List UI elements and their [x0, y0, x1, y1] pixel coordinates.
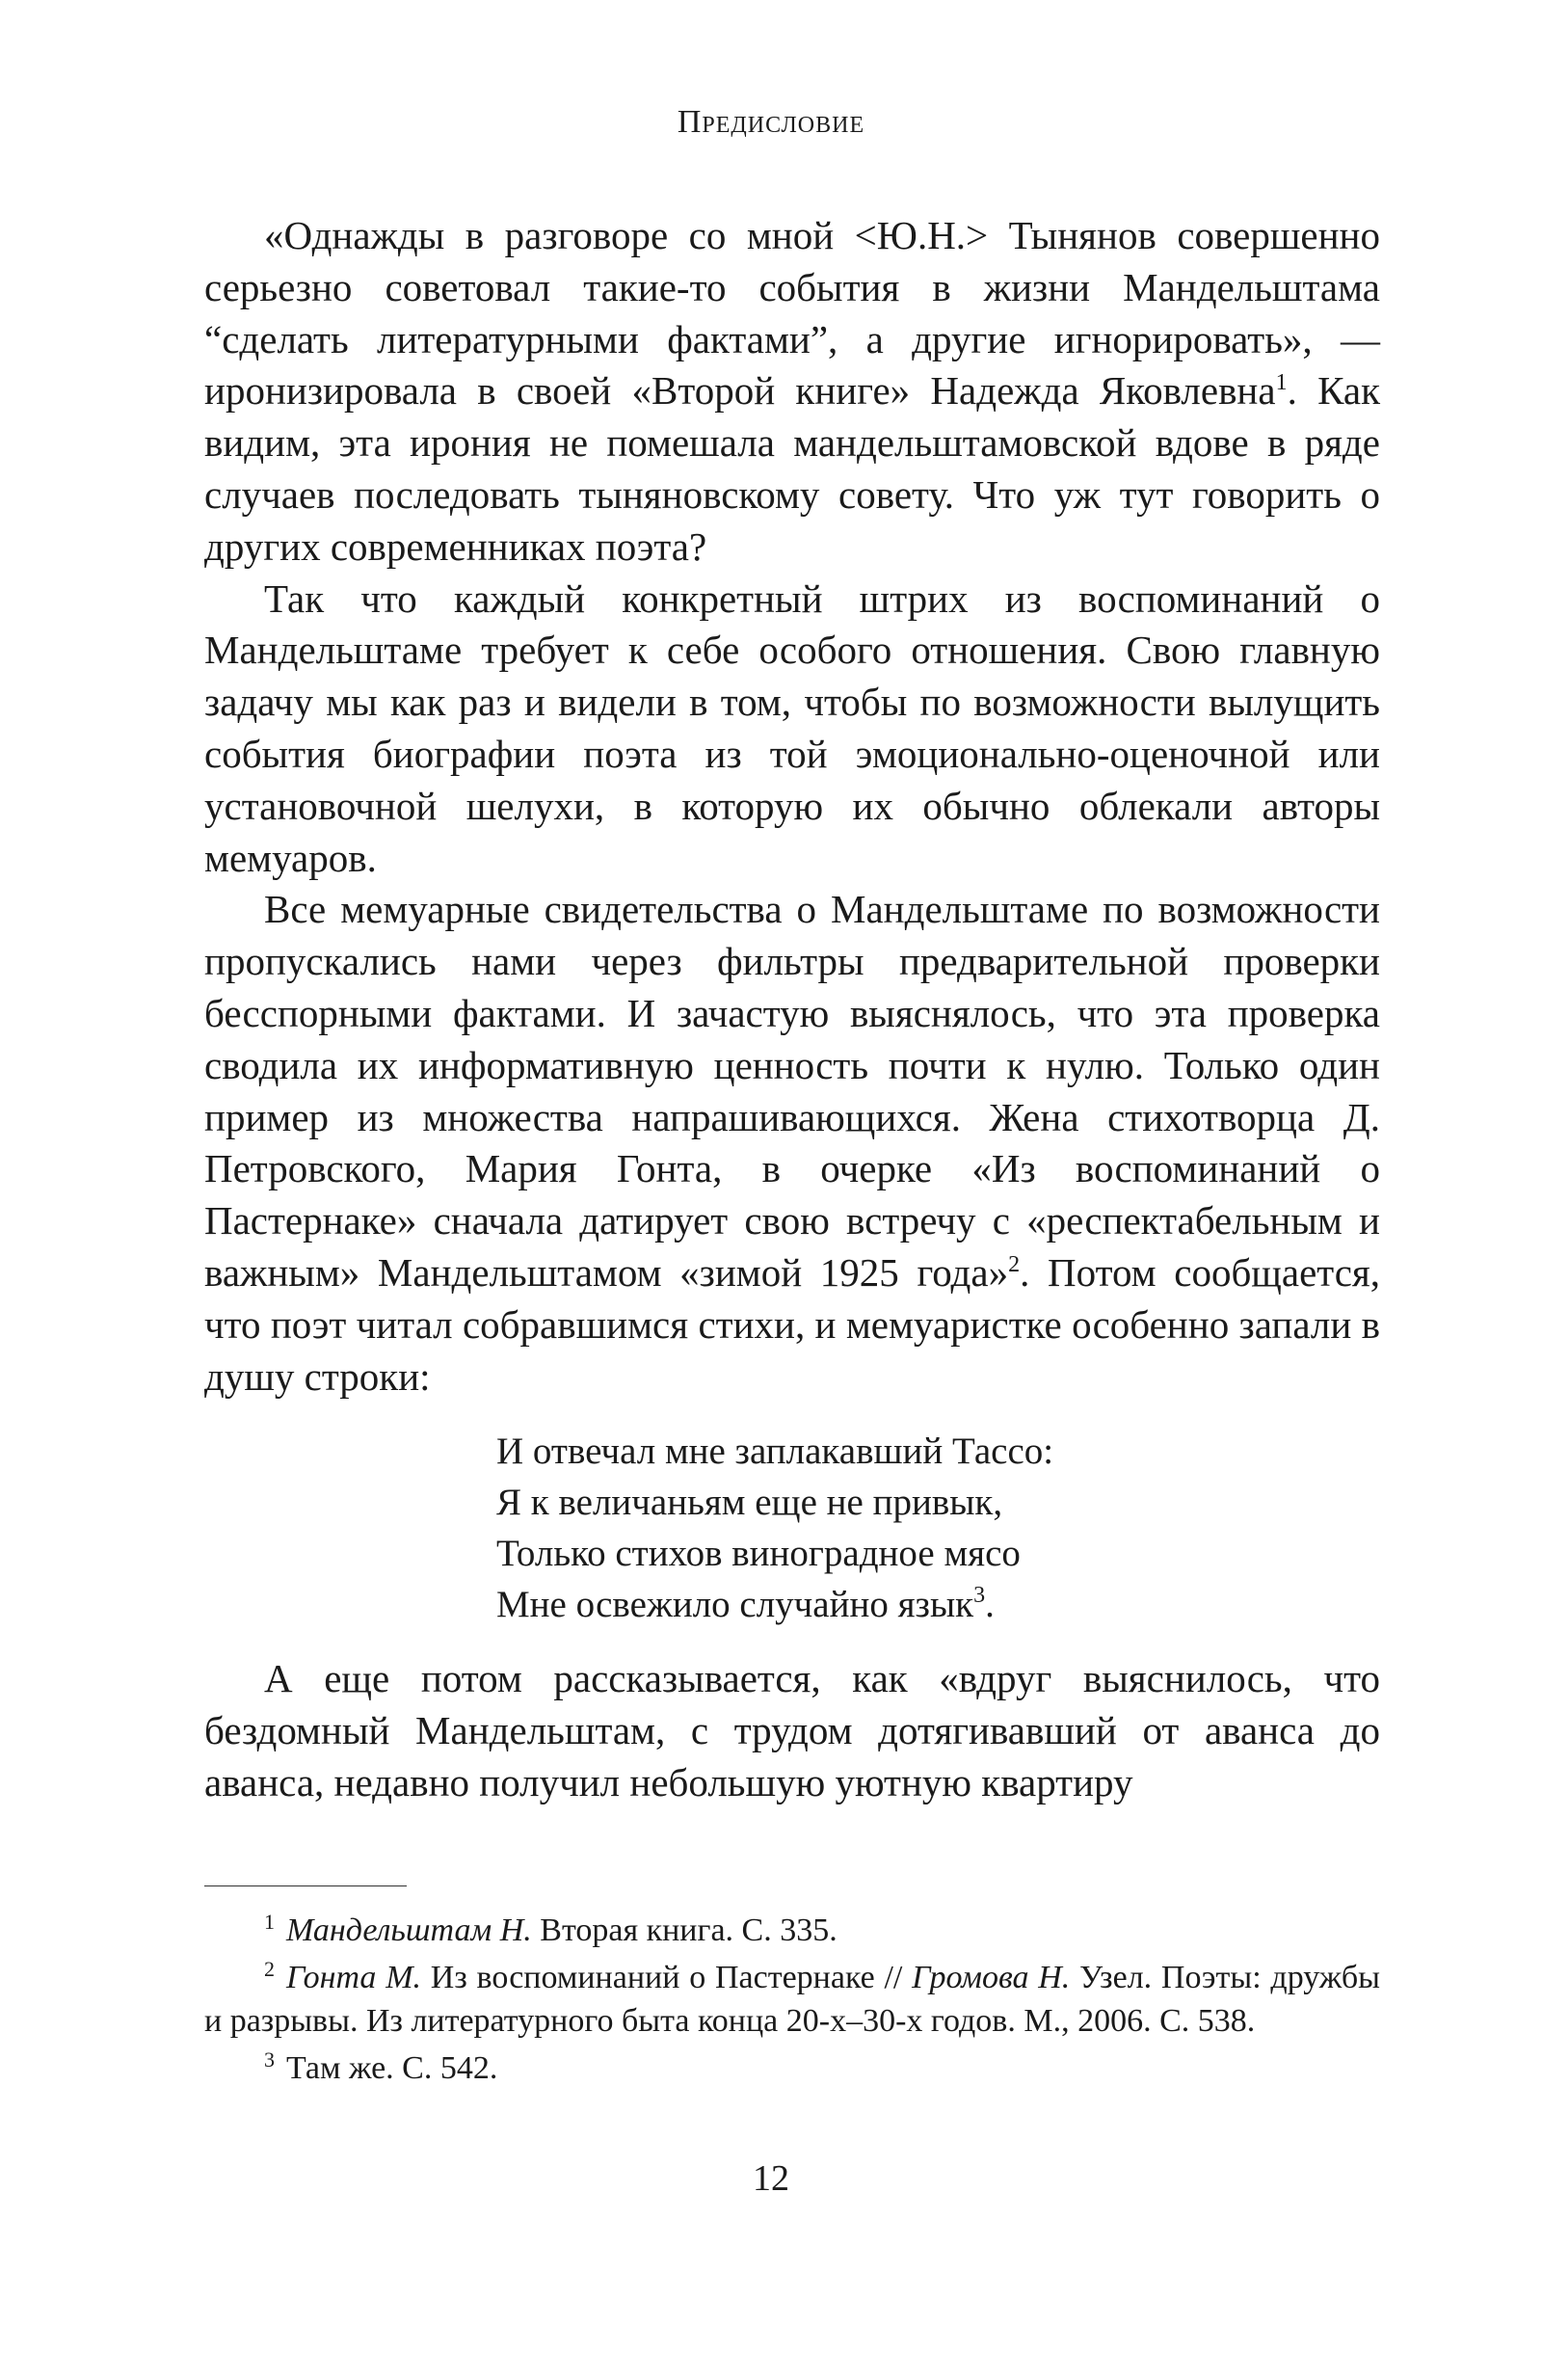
- footnote-2-text-b: Узел. Поэты: дружбы и разрывы. Из литературного быта конца 20-х–30-х годов. М., 2006. С. 538.: [204, 1959, 1380, 2039]
- footnote-ref-2[interactable]: 2: [1008, 1251, 1021, 1277]
- paragraph-2: Так что каждый конкретный штрих из воспоминаний о Мандельштаме требует к себе особого отношения. Свою главную задачу мы как раз и видели в том, чтобы по возможности вылущить события биографии поэта из той эмоционально-оценочной или установочной шелухи, в которую их обычно облекали авторы мемуаров.: [204, 575, 1380, 880]
- main-text: [204, 210, 1380, 1809]
- footnote-3: [204, 2046, 1380, 2091]
- footnote-2-author: Гонта М.: [286, 1959, 422, 1995]
- paragraph-3-text-a: Все мемуарные свидетельства о Мандельштаме по возможности пропускались нами через фильтры предварительной проверки бесспорными фактами. И зачастую выяснялось, что эта проверка сводила их информативную ценность почти к нулю. Только один пример из множества напрашивающихся. Жена стихотворца Д. Петровского, Мария Гонта, в очерке «Из воспоминаний о Пастернаке» сначала датирует свою встречу с «респектабельным и важным» Мандельштамом «зимой 1925 года»: [204, 887, 1380, 1295]
- verse-line-4-text: Мне освежило случайно язык: [496, 1584, 974, 1626]
- footnote-ref-1[interactable]: 1: [1275, 370, 1288, 396]
- footnote-1: [204, 1909, 1380, 1953]
- paragraph-3-text-b: . Потом сообщается, что поэт читал собравшимся стихи, и мемуаристке особенно запали в душу строки:: [204, 1249, 1380, 1399]
- verse-line-4: [496, 1579, 1380, 1630]
- footnote-3-text: Там же. С. 542.: [286, 2049, 498, 2086]
- footnote-ref-3[interactable]: 3: [973, 1583, 986, 1609]
- footnote-1-number: 1: [264, 1910, 275, 1934]
- verse-line-3: Только стихов виноградное мясо: [496, 1533, 1021, 1575]
- footnote-2: [204, 1956, 1380, 2044]
- verse-quote: [496, 1426, 1380, 1630]
- paragraph-3: [204, 884, 1380, 1403]
- verse-line-2: Я к величаньям еще не привык,: [496, 1482, 1003, 1524]
- footnote-3-number: 3: [264, 2046, 275, 2072]
- footnote-2-author-2: Громова Н.: [912, 1959, 1071, 1995]
- page-number: 12: [753, 2158, 789, 2199]
- running-title: Предисловие: [677, 104, 865, 140]
- footnote-2-text-a: Из воспоминаний о Пастернаке //: [421, 1959, 913, 1995]
- verse-line-1: И отвечал мне заплакавший Тассо:: [496, 1431, 1054, 1473]
- paragraph-4: А еще потом рассказывается, как «вдруг выяснилось, что бездомный Мандельштам, с трудом дотягивавший от аванса до аванса, недавно получил небольшую уютную квартиру: [204, 1656, 1380, 1805]
- footnote-2-number: 2: [264, 1956, 275, 1981]
- footnotes: [204, 1909, 1380, 2090]
- paragraph-1-text-a: «Однажды в разговоре со мной <Ю.Н.> Тынянов совершенно серьезно советовал такие-то события в жизни Мандельштама “сделать литературными фактами”, а другие игнорировать», — иронизировала в своей «Второй книге» Надежда Яковлевна: [204, 213, 1380, 414]
- verse-line-4-end: .: [985, 1584, 995, 1626]
- footnote-1-text: Вторая книга. С. 335.: [531, 1912, 837, 1948]
- footnote-1-author: Мандельштам Н.: [286, 1912, 532, 1948]
- paragraph-1: [204, 210, 1380, 574]
- footnote-divider: [204, 1885, 407, 1886]
- paragraph-1-text-b: . Как видим, эта ирония не помешала мандельштамовской вдове в ряде случаев последовать тыняновскому совету. Что уж тут говорить о других современниках поэта?: [204, 368, 1380, 569]
